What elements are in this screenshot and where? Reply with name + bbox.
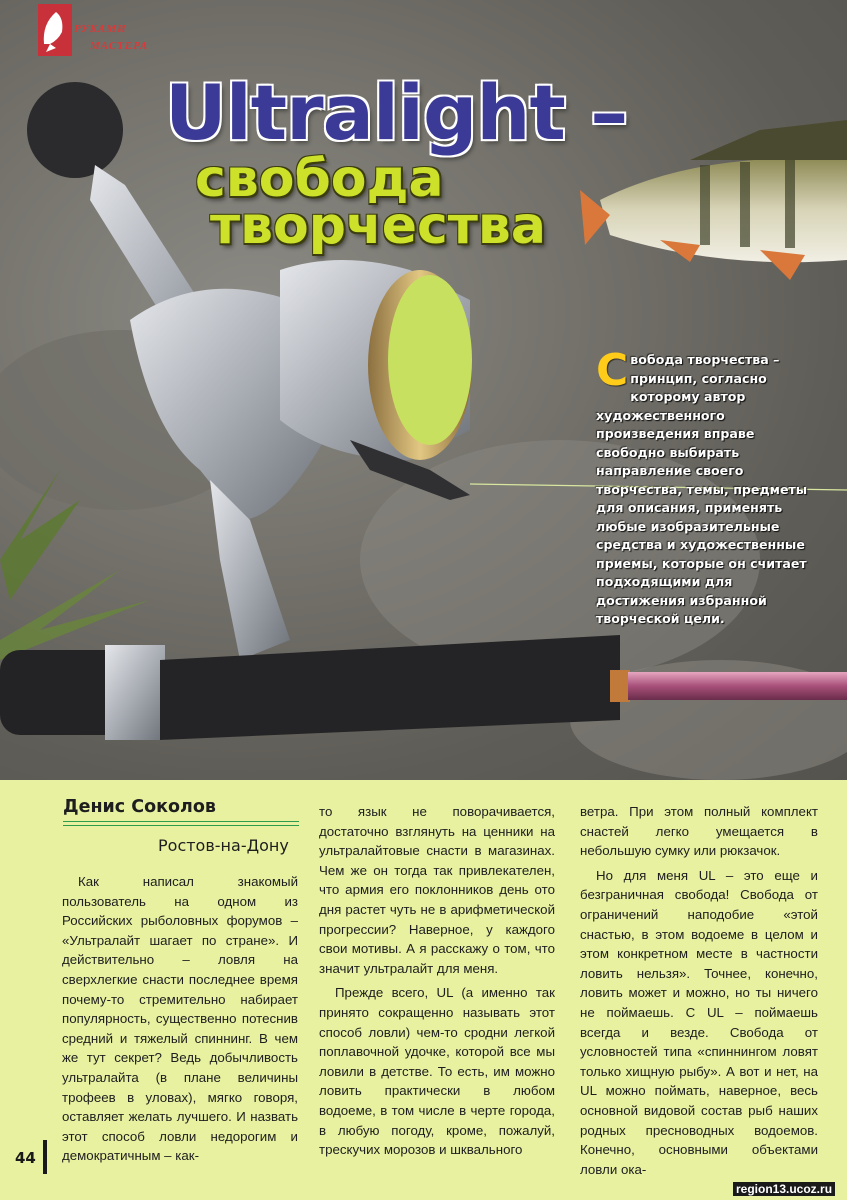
paragraph: Но для меня UL – это еще и безграничная свобода! Свобода от ограничений наподобие «этой снастью, в этом водоеме в целом и этом конкретном месте в частности ловить нельзя». Точнее, конечно, ловить может и можно, но ты ничего не поймаешь. С UL – поймаешь всегда и везде. Свобода от условностей типа «спиннингом ловят только хищную рыбу». А вот и нет, на UL можно поймать, наверное, весь основной видовой состав рыб наших родных пресноводных водоемов. Конечно, основными объектами ловли ока- <box>580 867 818 1177</box>
author-city: Ростов-на-Дону <box>158 836 289 855</box>
dropcap: С <box>596 345 629 396</box>
paragraph: Прежде всего, UL (а именно так принято сокращенно называть этот способ ловли) чем-то сродни легкой поплавочной удочке, которой все мы ловили в детстве. То есть, им можно ловить практически в любом водоеме, в том числе в черте города, в любую погоду, кроме, пожалуй, трескучих морозов и шквального <box>319 985 555 1158</box>
article-column-3 <box>580 802 818 1179</box>
logo-top-text: РУКАМИ <box>74 23 127 35</box>
definition-callout <box>596 345 821 629</box>
article-subtitle-line2: творчества <box>210 196 546 256</box>
article-subtitle-line1: свобода <box>195 149 444 209</box>
author-name: Денис Соколов <box>63 797 216 817</box>
page-number-bar <box>43 1140 47 1174</box>
magazine-logo <box>38 4 158 56</box>
article-title: Ultralight – <box>165 68 628 157</box>
author-rule-bottom <box>63 825 299 826</box>
paragraph: Как написал знакомый пользователь на одном из Российских рыболовных форумов – «Ультралайт шагает по стране». И действительно – ловля на сверхлегкие снасти последнее время почему-то стремительно набирает популярность, существенно потеснив средний и тяжелый спиннинг. В чем же тут секрет? Ведь добычливость ультралайта (в плане величины трофеев в уловах), мягко говоря, оставляет желать лучшего. И назвать этот способ ловли недорогим и демократичным – как- <box>62 874 298 1164</box>
logo-bottom-text: МАСТЕРА <box>90 40 149 52</box>
page-number: 44 <box>15 1149 36 1167</box>
paragraph: то язык не поворачивается, достаточно взглянуть на ценники на ультралайтовые снасти в магазинах. Чем же он тогда так привлекателен, что армия его поклонников день ото дня растет чуть не в арифметической прогрессии? Наверное, у каждого свои мотивы. А я расскажу о том, что значит ультралайт для меня. <box>319 804 555 976</box>
definition-text: вобода творчества – принцип, согласно которому автор художественного произведения вправе свободно выбирать направление своего творчества, темы, предметы для описания, применять любые изобразительные средства и художественные приемы, которые он считает подходящими для достижения избранной творческой цели. <box>596 352 808 626</box>
article-column-1 <box>62 872 298 1166</box>
article-column-2 <box>319 802 555 1160</box>
paragraph: ветра. При этом полный комплект снастей легко умещается в небольшую сумку или рюкзачок. <box>580 804 818 859</box>
fish-logo-icon <box>38 4 72 56</box>
author-rule-top <box>63 821 299 822</box>
source-site: region13.ucoz.ru <box>733 1182 835 1196</box>
